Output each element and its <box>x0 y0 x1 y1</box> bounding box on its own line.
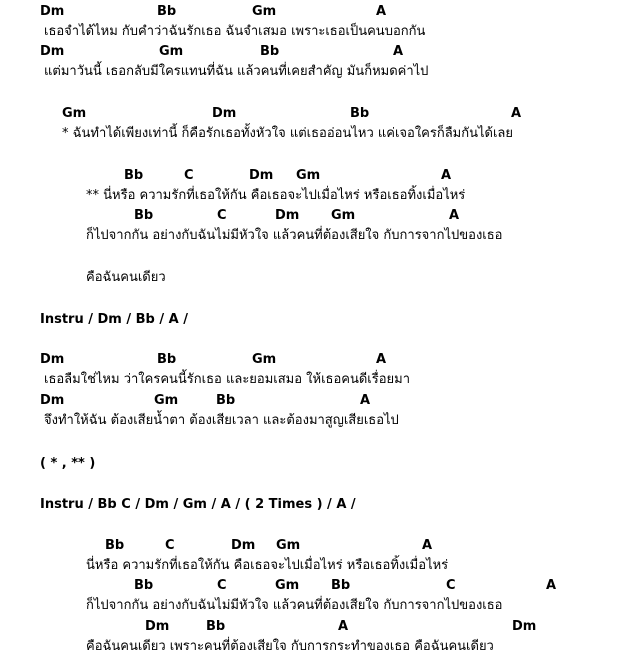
chord: A <box>441 168 452 183</box>
chord: Bb <box>157 352 177 367</box>
lyric-line: จึงทำให้ฉัน ต้องเสียน้ำตา ต้องเสียเวลา และต้องมาสูญเสียเธอไป <box>44 413 399 428</box>
lyric-line: นี่หรือ ความรักที่เธอให้กัน คือเธอจะไปเมื่อไหร่ หรือเธอทิ้งเมื่อไหร่ <box>86 558 449 573</box>
chord: Dm <box>249 168 274 183</box>
chord: Bb <box>216 393 236 408</box>
chord: Dm <box>275 208 300 223</box>
chord: Gm <box>296 168 321 183</box>
lyric-line: แต่มาวันนี้ เธอกลับมีใครแทนที่ฉัน แล้วคนที่เคยสำคัญ มันก็หมดค่าไป <box>44 64 429 79</box>
chord: Bb <box>105 538 125 553</box>
chord: A <box>393 44 404 59</box>
chord: Bb <box>260 44 280 59</box>
chord: C <box>165 538 175 553</box>
lyric-line: เธอลืมใช่ไหม ว่าใครคนนี้รักเธอ และยอมเสมอ ให้เธอคนดีเรื่อยมา <box>44 372 411 387</box>
chord: A <box>376 352 387 367</box>
lyric-line: คือฉันคนเดียว เพราะคนที่ต้องเสียใจ กับการกระทำของเธอ คือฉันคนเดียว <box>86 639 494 654</box>
lyric-line: * ฉันทำได้เพียงเท่านี้ ก็คือรักเธอทั้งหัวใจ แต่เธออ่อนไหว แค่เจอใครก็ลืมกันได้เลย <box>62 126 514 141</box>
instrumental-header: Instru / Dm / Bb / A / <box>40 312 188 327</box>
chord: A <box>422 538 433 553</box>
chord: Gm <box>276 538 301 553</box>
lyric-line: ก็ไปจากกัน อย่างกับฉันไม่มีหัวใจ แล้วคนที่ต้องเสียใจ กับการจากไปของเธอ <box>86 228 503 243</box>
chord: Gm <box>252 352 277 367</box>
chord: Dm <box>40 4 65 19</box>
chord: Bb <box>206 619 226 634</box>
chord: Dm <box>512 619 537 634</box>
chord: A <box>338 619 349 634</box>
lyric-line: ** นี่หรือ ความรักที่เธอให้กัน คือเธอจะไปเมื่อไหร่ หรือเธอทิ้งเมื่อไหร่ <box>86 188 466 203</box>
chord: C <box>217 578 227 593</box>
lyric-line: เธอจำได้ไหม กับคำว่าฉันรักเธอ ฉันจำเสมอ เพราะเธอเป็นคนบอกกัน <box>44 24 426 39</box>
chord: A <box>546 578 557 593</box>
lyric-line: คือฉันคนเดียว <box>86 270 166 285</box>
chord: A <box>449 208 460 223</box>
refrain-marker: ( * , ** ) <box>40 456 96 471</box>
chord: Dm <box>231 538 256 553</box>
chord: A <box>376 4 387 19</box>
chord: C <box>184 168 194 183</box>
chord: Bb <box>134 208 154 223</box>
chord: Bb <box>331 578 351 593</box>
chord: Bb <box>157 4 177 19</box>
lyric-line: ก็ไปจากกัน อย่างกับฉันไม่มีหัวใจ แล้วคนที่ต้องเสียใจ กับการจากไปของเธอ <box>86 598 503 613</box>
chord: Bb <box>134 578 154 593</box>
chord: Gm <box>62 106 87 121</box>
chord: Dm <box>212 106 237 121</box>
chord: Bb <box>124 168 144 183</box>
chord: Dm <box>40 44 65 59</box>
chord: Dm <box>145 619 170 634</box>
chord: Dm <box>40 352 65 367</box>
chord: Gm <box>275 578 300 593</box>
chord: Gm <box>154 393 179 408</box>
chord: Gm <box>331 208 356 223</box>
chord: Gm <box>252 4 277 19</box>
chord: A <box>511 106 522 121</box>
chord: C <box>217 208 227 223</box>
chord: Gm <box>159 44 184 59</box>
instrumental-header: Instru / Bb C / Dm / Gm / A / ( 2 Times ) / A / <box>40 497 356 512</box>
chord: Bb <box>350 106 370 121</box>
chord: C <box>446 578 456 593</box>
chord: A <box>360 393 371 408</box>
chord: Dm <box>40 393 65 408</box>
